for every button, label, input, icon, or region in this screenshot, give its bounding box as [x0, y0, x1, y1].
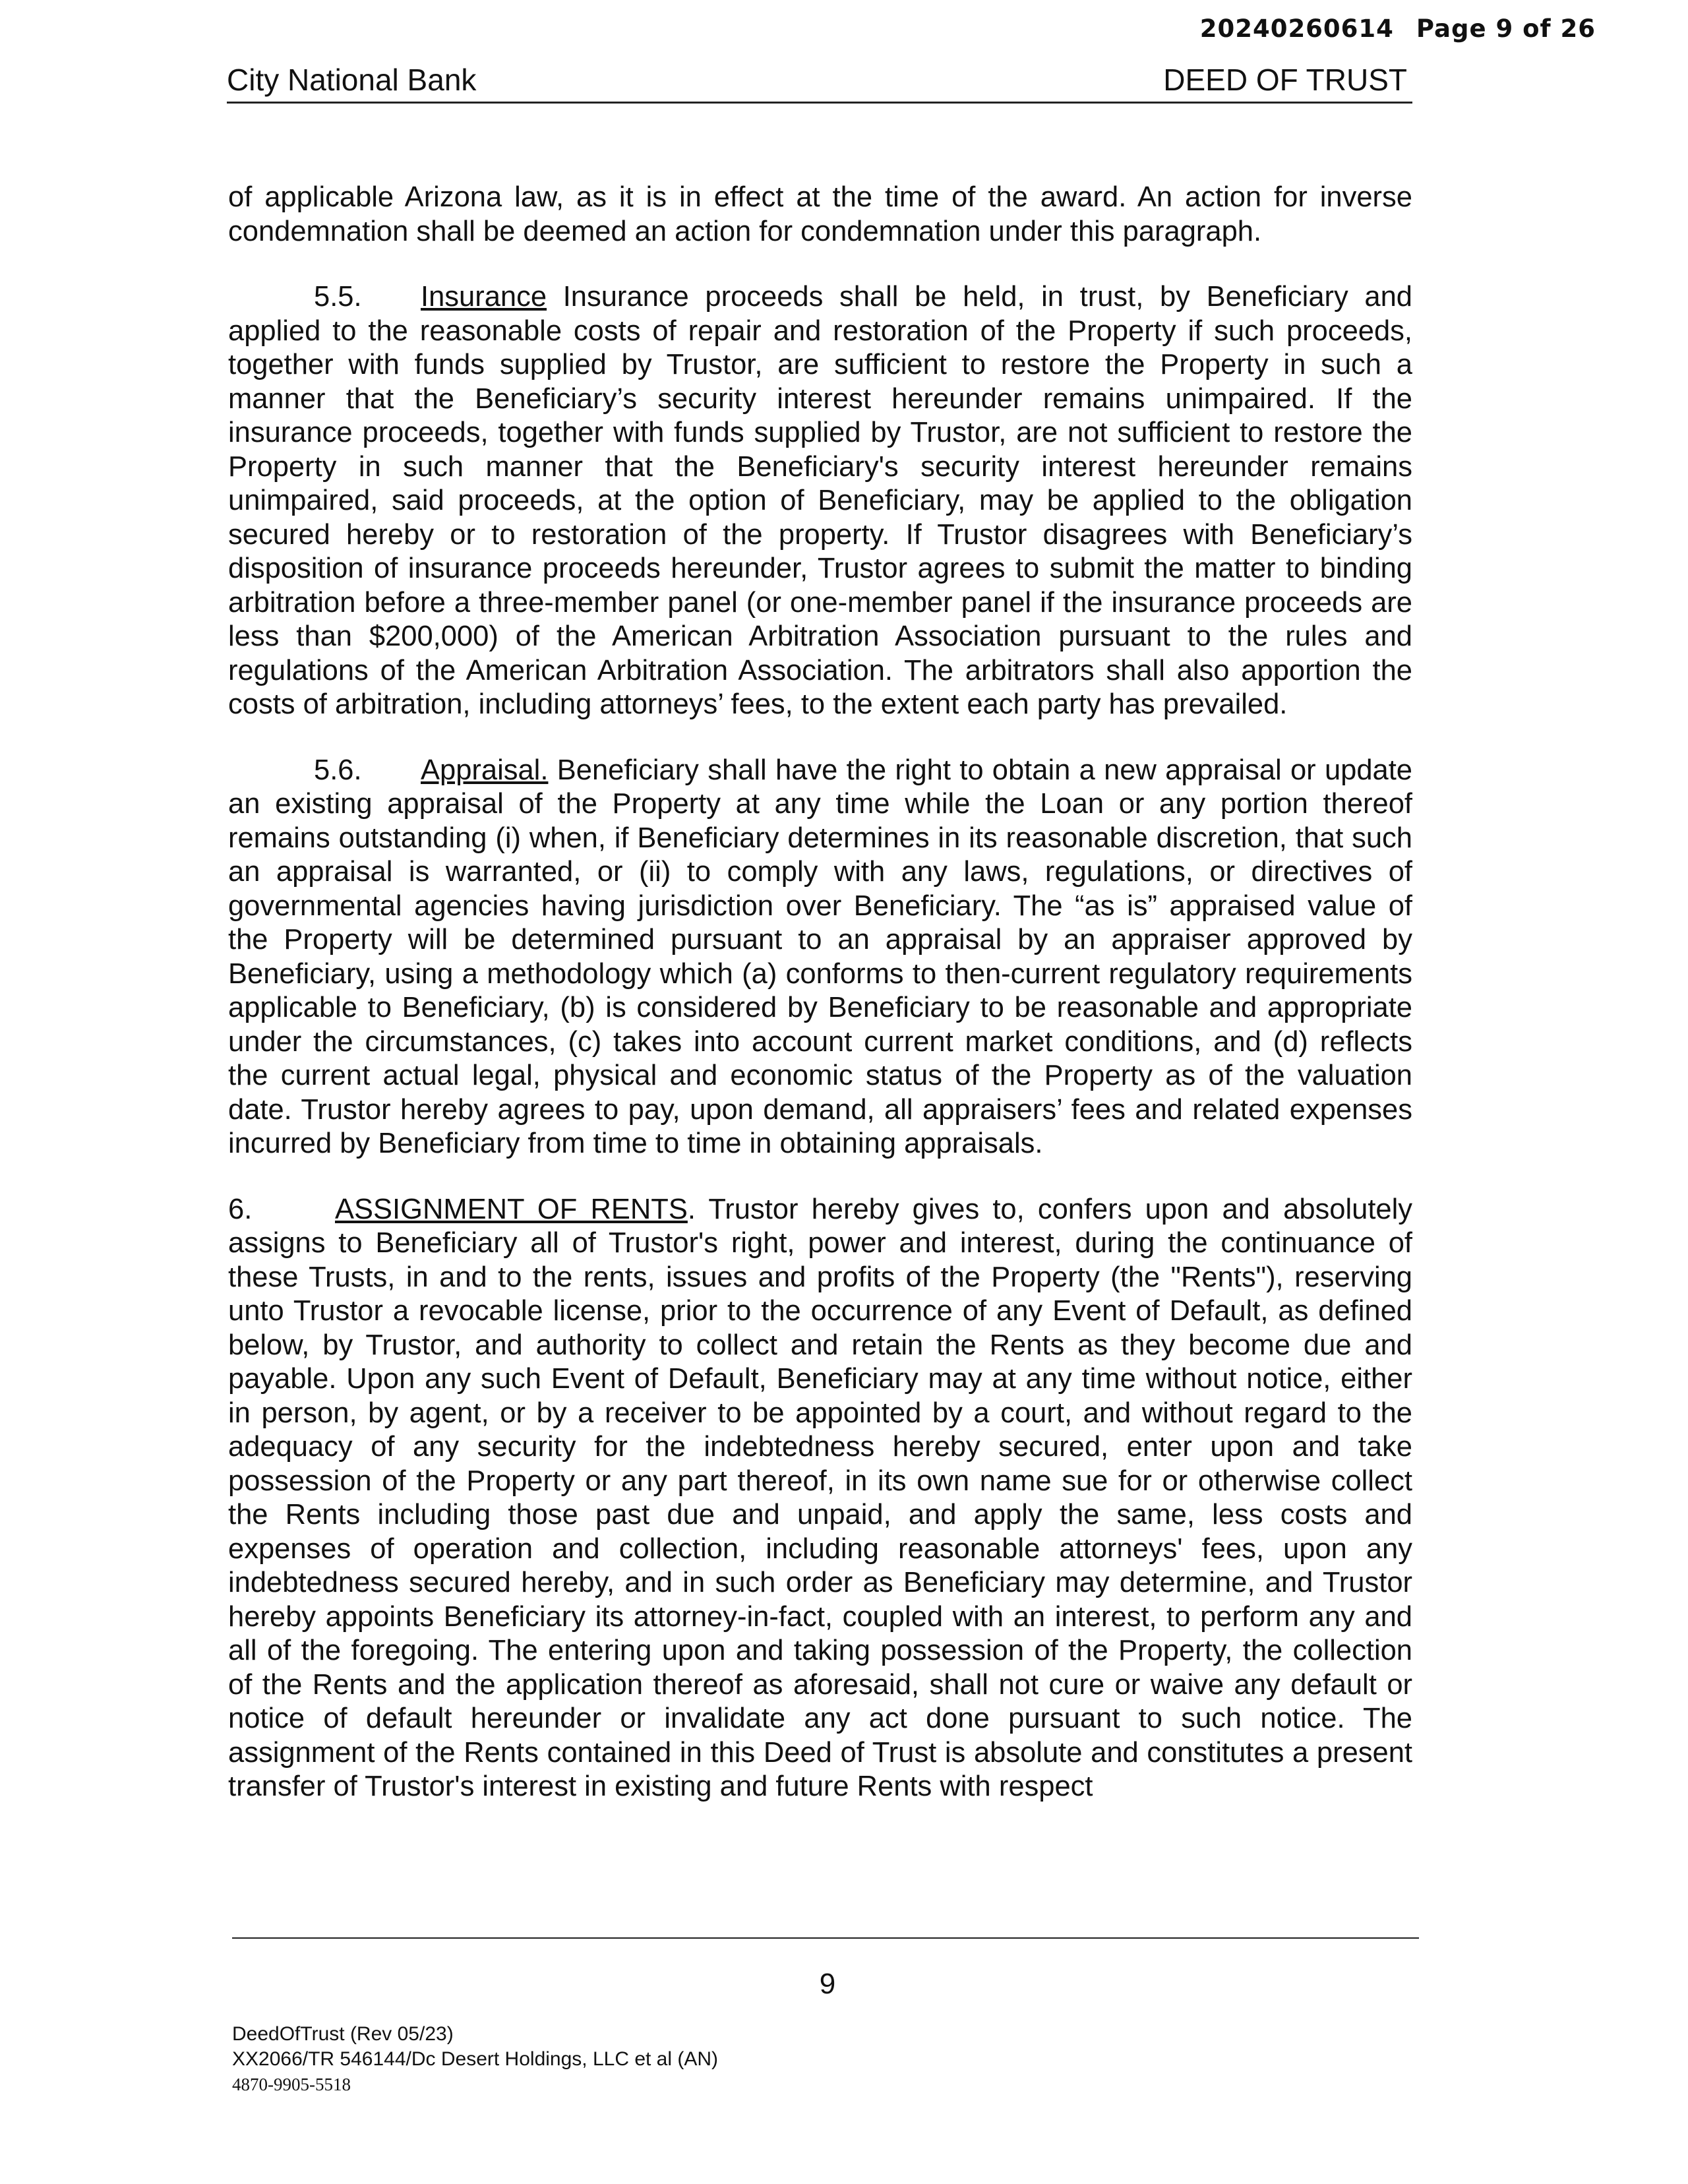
form-revision: DeedOfTrust (Rev 05/23) [232, 2023, 454, 2045]
section-number: 5.6. [314, 754, 362, 786]
section-text: Insurance proceeds shall be held, in trust, by Beneficiary and applied to the reasonable costs of repair and restoration of the Property if such proceeds, together with funds supplied by Trustor, are sufficient to restore the Property in such a manner that the Beneficiary’s security interest hereunder remains unimpaired. If the insurance proceeds, together with funds supplied by Trustor, are not sufficient to restore the Property in such manner that the Beneficiary's security interest hereunder remains unimpaired, said proceeds, at the option of Beneficiary, may be applied to the obligation secured hereby or to restoration of the property. If Trustor disagrees with Beneficiary’s disposition of insurance proceeds hereunder, Trustor agrees to submit the matter to binding arbitration before a three-member panel (or one-member panel if the insurance proceeds are less than $200,000) of the American Arbitration Association pursuant to the rules and regulations of the American Arbitration Association. The arbitrators shall also apportion the costs of arbitration, including attorneys’ fees, to the extent each party has prevailed. [228, 281, 1412, 720]
footer-meta [232, 2022, 718, 2097]
section-5-6-appraisal [228, 754, 1412, 1161]
matter-reference: XX2066/TR 546144/Dc Desert Holdings, LLC et al (AN) [232, 2048, 719, 2070]
recording-stamp [1200, 15, 1596, 43]
recording-number: 20240260614 [1199, 15, 1394, 43]
section-heading: Appraisal. [421, 754, 549, 786]
section-6-assignment-of-rents: 6. ASSIGNMENT OF RENTS. Trustor hereby gives to, confers upon and absolutely assigns to Beneficiary all of Trustor's right, power and interest, during the continuance of these Trusts, in and to the rents, issues and profits of the Property (the "Rents"), reserving unto Trustor a revocable license, prior to the occurrence of any Event of Default, as defined below, by Trustor, and authority to collect and retain the Rents as they become due and payable. Upon any such Event of Default, Beneficiary may at any time without notice, either in person, by agent, or by a receiver to be appointed by a court, and without regard to the adequacy of any security for the indebtedness hereby secured, enter upon and take possession of the Property or any part thereof, in its own name sue for or otherwise collect the Rents including those past due and unpaid, and apply the same, less costs and expenses of operation and collection, including reasonable attorneys' fees, upon any indebtedness secured hereby, and in such order as Beneficiary may determine, and Trustor hereby appoints Beneficiary its attorney-in-fact, coupled with an interest, to perform any and all of the foregoing. The entering upon and taking possession of the Property, the collection of the Rents and the application thereof as aforesaid, shall not cure or waive any default or notice of default hereunder or invalidate any act done pursuant to such notice. The assignment of the Rents contained in this Deed of Trust is absolute and constitutes a present transfer of Trustor's interest in existing and future Rents with respect [228, 1193, 1413, 1802]
section-number: 5.5. [314, 281, 362, 313]
section-text: Beneficiary shall have the right to obtain a new appraisal or update an existing appraisal of the Property at any time while the Loan or any portion thereof remains outstanding (i) when, if Beneficiary determines in its reasonable discretion, that such an appraisal is warranted, or (ii) to comply with any laws, regulations, or directives of governmental agencies having jurisdiction over Beneficiary. The “as is” appraised value of the Property will be determined pursuant to an appraisal by an appraiser approved by Beneficiary, using a methodology which (a) conforms to then-current regulatory requirements applicable to Beneficiary, (b) is considered by Beneficiary to be reasonable and appropriate under the circumstances, (c) takes into account current market conditions, and (d) reflects the current actual legal, physical and economic status of the Property as of the valuation date. Trustor hereby agrees to pay, upon demand, all appraisers’ fees and related expenses incurred by Beneficiary from time to time in obtaining appraisals. [228, 754, 1412, 1159]
section-heading: Insurance [421, 281, 547, 313]
bank-name: City National Bank [227, 63, 477, 97]
section-number: 6. [228, 1193, 253, 1225]
page-of-indicator: Page 9 of 26 [1416, 15, 1596, 43]
section-heading: ASSIGNMENT OF RENTS [335, 1193, 688, 1225]
paragraph-condemnation-tail: of applicable Arizona law, as it is in effect at the time of the award. An action for inverse condemnation shall be deemed an action for condemnation under this paragraph. [228, 181, 1412, 247]
footer-divider [232, 1937, 1419, 1939]
running-header [227, 63, 1412, 104]
document-number: 4870-9905-5518 [232, 2075, 351, 2094]
document-body [228, 181, 1412, 1804]
section-text: Trustor hereby gives to, confers upon and absolutely assigns to Beneficiary all of Trustor's right, power and interest, during the continuance of these Trusts, in and to the rents, issues and profits of the Property (the "Rents"), reserving unto Trustor a revocable license, prior to the occurrence of any Event of Default, as defined below, by Trustor, and authority to collect and retain the Rents as they become due and payable. Upon any such Event of Default, Beneficiary may at any time without notice, either in person, by agent, or by a receiver to be appointed by a court, and without regard to the adequacy of any security for the indebtedness hereby secured, enter upon and take possession of the Property or any part thereof, in its own name sue for or otherwise collect the Rents including those past due and unpaid, and apply the same, less costs and expenses of operation and collection, including reasonable attorneys' fees, upon any indebtedness secured hereby, and in such order as Beneficiary may determine, and Trustor hereby appoints Beneficiary its attorney-in-fact, coupled with an interest, to perform any and all of the foregoing. The entering upon and taking possession of the Property, the collection of the Rents and the application thereof as aforesaid, shall not cure or waive any default or notice of default hereunder or invalidate any act done pursuant to such notice. The assignment of the Rents contained in this Deed of Trust is absolute and constitutes a present transfer of Trustor's interest in existing and future Rents with respect [228, 1193, 1413, 1802]
section-5-5-insurance [228, 280, 1412, 722]
document-title: DEED OF TRUST [1163, 63, 1407, 97]
page-number: 9 [819, 1968, 836, 2000]
